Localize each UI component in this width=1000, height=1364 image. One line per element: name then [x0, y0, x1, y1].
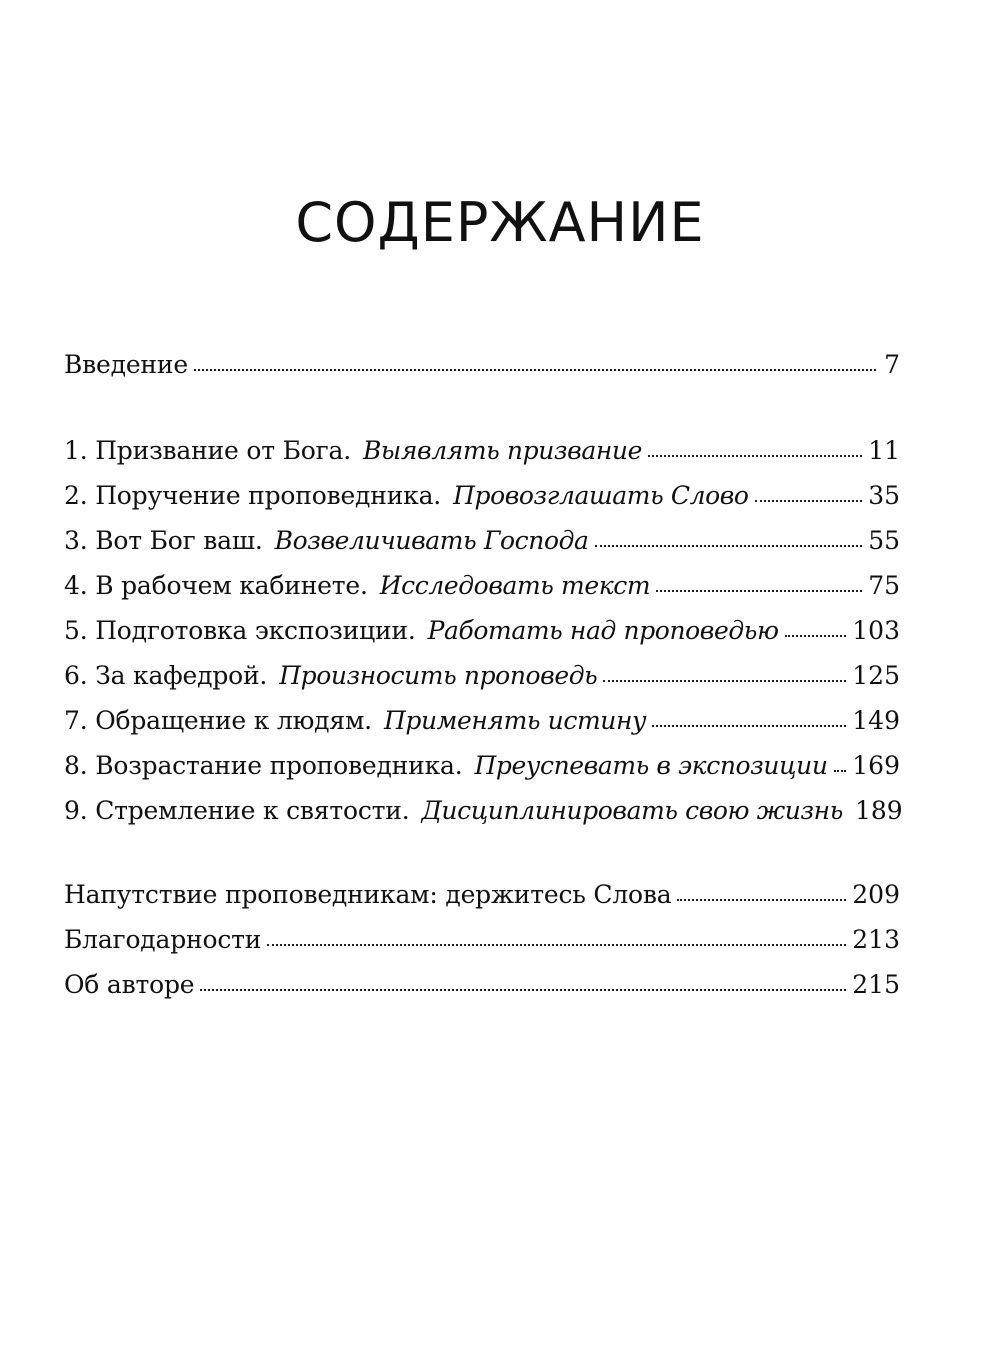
- toc-entry-text: [64, 483, 749, 508]
- dot-leader: [677, 898, 846, 901]
- toc-chapters-group: [64, 436, 903, 843]
- backmatter-title: Об авторе: [64, 970, 195, 999]
- toc-backmatter-group: [64, 882, 900, 1017]
- toc-entry-chapter: [64, 483, 900, 528]
- toc-entry-text: [64, 663, 597, 688]
- page-number: 75: [868, 571, 900, 600]
- dot-leader: [200, 988, 846, 991]
- dot-leader: [785, 634, 847, 637]
- page-number: 35: [868, 481, 900, 510]
- backmatter-title: Благодарности: [64, 925, 262, 954]
- chapter-subtitle: Работать над проповедью: [427, 616, 779, 645]
- page-number: 209: [852, 880, 900, 909]
- dot-leader: [194, 368, 876, 371]
- toc-entry-chapter: [64, 528, 900, 573]
- toc-entry-backmatter: [64, 927, 900, 972]
- page-number: 149: [852, 706, 900, 735]
- toc-entry-text: [64, 438, 642, 463]
- toc-entry-label: Введение: [64, 350, 188, 379]
- toc-entry-text: [64, 882, 671, 907]
- chapter-title: 9. Стремление к святости.: [64, 796, 410, 825]
- chapter-title: 5. Подготовка экспозиции.: [64, 616, 416, 645]
- toc-entry-chapter: [64, 438, 900, 483]
- dot-leader: [595, 544, 863, 547]
- toc-intro-group: [64, 352, 900, 397]
- chapter-title: 6. За кафедрой.: [64, 661, 268, 690]
- page-number: 55: [868, 526, 900, 555]
- page-number: 125: [852, 661, 900, 690]
- chapter-title: 2. Поручение проповедника.: [64, 481, 442, 510]
- backmatter-title: Напутствие проповедникам: держитесь Слова: [64, 880, 672, 909]
- chapter-title: 3. Вот Бог ваш.: [64, 526, 263, 555]
- toc-entry-text: [64, 798, 843, 823]
- page-number: 103: [852, 616, 900, 645]
- page-number: 11: [868, 436, 900, 465]
- dot-leader: [648, 454, 862, 457]
- chapter-subtitle: Возвеличивать Господа: [274, 526, 589, 555]
- toc-entry-text: [64, 708, 646, 733]
- toc-entry-text: [64, 618, 779, 643]
- dot-leader: [652, 724, 846, 727]
- page-number: 189: [854, 796, 903, 825]
- toc-entry-chapter: [64, 708, 900, 753]
- toc-entry-chapter: [64, 753, 900, 798]
- toc-entry-chapter: [64, 796, 903, 843]
- dot-leader: [603, 679, 846, 682]
- chapter-subtitle: Дисциплинировать свою жизнь: [421, 796, 843, 825]
- toc-entry-chapter: [64, 618, 900, 663]
- page-title: СОДЕРЖАНИЕ: [295, 191, 705, 254]
- chapter-subtitle: Применять истину: [383, 706, 647, 735]
- page-number: 7: [884, 350, 900, 379]
- toc-entry-backmatter: [64, 882, 900, 927]
- toc-entry-text: [64, 352, 188, 377]
- dot-leader: [656, 589, 862, 592]
- toc-entry-text: [64, 972, 194, 997]
- dot-leader: [834, 769, 847, 772]
- page-number: 213: [852, 925, 900, 954]
- chapter-title: 1. Призвание от Бога.: [64, 436, 351, 465]
- chapter-subtitle: Произносить проповедь: [279, 661, 598, 690]
- toc-entry-chapter: [64, 663, 900, 708]
- chapter-subtitle: Преуспевать в экспозиции: [474, 751, 828, 780]
- page-number: 169: [852, 751, 900, 780]
- toc-entry-intro: [64, 352, 900, 397]
- chapter-subtitle: Исследовать текст: [379, 571, 651, 600]
- chapter-subtitle: Выявлять призвание: [362, 436, 642, 465]
- toc-entry-chapter: [64, 573, 900, 618]
- page-number: 215: [852, 970, 900, 999]
- chapter-title: 7. Обращение к людям.: [64, 706, 372, 735]
- toc-entry-text: [64, 573, 650, 598]
- dot-leader: [267, 943, 846, 946]
- toc-entry-text: [64, 927, 261, 952]
- toc-entry-text: [64, 753, 828, 778]
- chapter-title: 4. В рабочем кабинете.: [64, 571, 368, 600]
- toc-entry-backmatter: [64, 972, 900, 1017]
- toc-entry-text: [64, 528, 589, 553]
- chapter-title: 8. Возрастание проповедника.: [64, 751, 463, 780]
- chapter-subtitle: Провозглашать Слово: [453, 481, 749, 510]
- dot-leader: [755, 499, 863, 502]
